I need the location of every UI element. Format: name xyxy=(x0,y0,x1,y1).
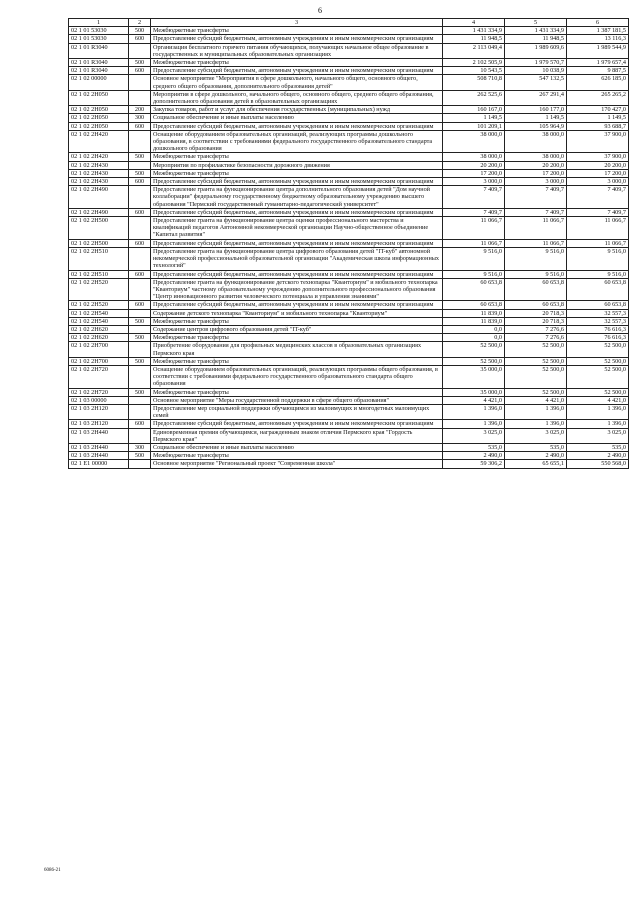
row-value-2: 535,0 xyxy=(505,443,567,451)
table-row xyxy=(69,161,629,169)
row-code: 02 1 01 53030 xyxy=(69,27,129,35)
row-description: Предоставление субсидий бюджетным, автономным учреждениям и иным некоммерческим организациям xyxy=(151,178,443,186)
row-value-2: 1 431 334,9 xyxy=(505,27,567,35)
row-value-3: 2 490,0 xyxy=(567,452,629,460)
document-code: 6086-21 xyxy=(44,868,61,873)
row-description: Мероприятия в сфере дошкольного, начального общего, основного общего, среднего общего образования, дополнительного образования детей в образовательных организациях xyxy=(151,90,443,105)
row-description: Предоставление гранта на функционирование центра дополнительного образования детей "Дом научной коллаборации" федеральному государственному бюджетному образовательному учреждению высшего образования "Пермский государственный гуманитарно-педагогический университет" xyxy=(151,186,443,209)
table-row xyxy=(69,130,629,153)
row-value-1: 11 839,0 xyxy=(443,309,505,317)
row-code: 02 1 02 2Н700 xyxy=(69,357,129,365)
row-code: 02 1 03 2Н440 xyxy=(69,443,129,451)
table-row xyxy=(69,114,629,122)
row-expense-type: 500 xyxy=(129,59,151,67)
row-value-3: 535,0 xyxy=(567,443,629,451)
row-value-2: 1 396,0 xyxy=(505,420,567,428)
row-value-2: 20 200,0 xyxy=(505,161,567,169)
row-value-3: 1 989 544,9 xyxy=(567,43,629,58)
row-value-1: 1 396,0 xyxy=(443,404,505,419)
row-value-2: 1 979 570,7 xyxy=(505,59,567,67)
row-expense-type: 600 xyxy=(129,67,151,75)
row-code: 02 1 01 53030 xyxy=(69,35,129,43)
row-value-2: 52 500,0 xyxy=(505,388,567,396)
table-row xyxy=(69,247,629,270)
column-header: 4 xyxy=(443,19,505,27)
table-row xyxy=(69,90,629,105)
row-value-1: 35 000,0 xyxy=(443,365,505,388)
row-value-1: 60 653,8 xyxy=(443,301,505,309)
row-code: 02 1 02 2Н430 xyxy=(69,178,129,186)
table-row xyxy=(69,342,629,357)
row-description: Основное мероприятие "Меры государственной поддержки в сфере общего образования" xyxy=(151,396,443,404)
row-value-3: 550 568,0 xyxy=(567,460,629,468)
row-value-2: 38 000,0 xyxy=(505,153,567,161)
row-code: 02 1 02 2Н500 xyxy=(69,239,129,247)
row-value-3: 1 979 657,4 xyxy=(567,59,629,67)
table-row xyxy=(69,357,629,365)
row-expense-type xyxy=(129,90,151,105)
table-row xyxy=(69,420,629,428)
row-description: Межбюджетные трансферты xyxy=(151,452,443,460)
row-description: Содержание центров цифрового образования детей "IT-куб" xyxy=(151,325,443,333)
row-value-3: 52 500,0 xyxy=(567,365,629,388)
table-row xyxy=(69,43,629,58)
table-header-row xyxy=(69,19,629,27)
row-description: Оснащение оборудованием образовательных организаций, реализующих программы дошкольного образования, в соответствии с требованиями федерального государственного образовательного стандарта дошкольного образования xyxy=(151,130,443,153)
row-code: 02 1 02 2Н510 xyxy=(69,247,129,270)
row-expense-type xyxy=(129,396,151,404)
table-row xyxy=(69,365,629,388)
page-number: 6 xyxy=(318,6,322,15)
table-row xyxy=(69,278,629,301)
row-code: 02 1 02 2Н620 xyxy=(69,334,129,342)
table-row xyxy=(69,317,629,325)
row-expense-type: 600 xyxy=(129,270,151,278)
row-value-1: 2 113 049,4 xyxy=(443,43,505,58)
row-expense-type xyxy=(129,365,151,388)
row-expense-type: 600 xyxy=(129,178,151,186)
table-body xyxy=(69,27,629,468)
row-expense-type: 300 xyxy=(129,114,151,122)
row-value-3: 93 688,7 xyxy=(567,122,629,130)
row-value-3: 1 387 181,5 xyxy=(567,27,629,35)
row-value-1: 11 948,5 xyxy=(443,35,505,43)
row-expense-type: 200 xyxy=(129,106,151,114)
row-value-3: 1 396,0 xyxy=(567,404,629,419)
row-expense-type xyxy=(129,404,151,419)
row-value-2: 9 516,0 xyxy=(505,270,567,278)
row-value-2: 11 066,7 xyxy=(505,239,567,247)
row-description: Межбюджетные трансферты xyxy=(151,334,443,342)
row-description: Межбюджетные трансферты xyxy=(151,27,443,35)
row-description: Межбюджетные трансферты xyxy=(151,59,443,67)
row-value-3: 20 200,0 xyxy=(567,161,629,169)
table-row xyxy=(69,169,629,177)
row-value-2: 1 149,5 xyxy=(505,114,567,122)
row-value-1: 60 653,8 xyxy=(443,278,505,301)
row-value-1: 535,0 xyxy=(443,443,505,451)
row-expense-type xyxy=(129,217,151,240)
row-value-2: 17 200,0 xyxy=(505,169,567,177)
row-value-1: 9 516,0 xyxy=(443,247,505,270)
row-value-2: 11 066,7 xyxy=(505,217,567,240)
row-description: Организация бесплатного горячего питания обучающихся, получающих начальное общее образование в государственных и муниципальных образовательных организациях xyxy=(151,43,443,58)
row-value-2: 9 516,0 xyxy=(505,247,567,270)
row-value-1: 20 200,0 xyxy=(443,161,505,169)
row-value-1: 52 500,0 xyxy=(443,342,505,357)
row-value-2: 60 653,8 xyxy=(505,301,567,309)
row-value-3: 7 409,7 xyxy=(567,186,629,209)
row-expense-type xyxy=(129,247,151,270)
row-value-2: 60 653,8 xyxy=(505,278,567,301)
row-value-1: 0,0 xyxy=(443,325,505,333)
table-row xyxy=(69,178,629,186)
table-row xyxy=(69,443,629,451)
row-value-2: 1 989 609,6 xyxy=(505,43,567,58)
row-expense-type xyxy=(129,130,151,153)
row-value-3: 1 396,0 xyxy=(567,420,629,428)
row-value-3: 7 409,7 xyxy=(567,208,629,216)
row-value-1: 7 409,7 xyxy=(443,208,505,216)
row-code: 02 1 02 2Н050 xyxy=(69,122,129,130)
row-expense-type: 600 xyxy=(129,122,151,130)
row-description: Предоставление субсидий бюджетным, автономным учреждениям и иным некоммерческим организациям xyxy=(151,270,443,278)
row-description: Приобретение оборудования для профильных медицинских классов в образовательных организациях Пермского края xyxy=(151,342,443,357)
row-code: 02 1 02 2Н430 xyxy=(69,169,129,177)
row-description: Содержание детского технопарка "Кванториум" и мобильного технопарка "Кванториум" xyxy=(151,309,443,317)
row-description: Предоставление гранта на функционирование центра оценки профессионального мастерства и квалификаций педагогов Автономной некоммерческой организации Научно-общественное объединение "Капитал развития" xyxy=(151,217,443,240)
row-description: Межбюджетные трансферты xyxy=(151,357,443,365)
row-value-2: 38 000,0 xyxy=(505,130,567,153)
row-description: Предоставление субсидий бюджетным, автономным учреждениям и иным некоммерческим организациям xyxy=(151,301,443,309)
row-value-2: 7 276,6 xyxy=(505,334,567,342)
row-value-2: 20 718,3 xyxy=(505,309,567,317)
row-value-2: 4 421,0 xyxy=(505,396,567,404)
row-value-1: 35 000,0 xyxy=(443,388,505,396)
row-description: Предоставление мер социальной поддержки обучающимся из малоимущих и многодетных малоимущих семей xyxy=(151,404,443,419)
row-description: Единовременная премия обучающимся, награжденным знаком отличия Пермского края "Гордость Пермского края" xyxy=(151,428,443,443)
row-expense-type: 300 xyxy=(129,443,151,451)
row-value-2: 52 500,0 xyxy=(505,342,567,357)
row-value-3: 1 149,5 xyxy=(567,114,629,122)
row-description: Предоставление субсидий бюджетным, автономным учреждениям и иным некоммерческим организациям xyxy=(151,122,443,130)
row-code: 02 1 02 2Н050 xyxy=(69,114,129,122)
row-code: 02 1 02 2Н520 xyxy=(69,301,129,309)
table-row xyxy=(69,452,629,460)
table-row xyxy=(69,67,629,75)
row-value-1: 1 396,0 xyxy=(443,420,505,428)
row-value-2: 547 132,5 xyxy=(505,75,567,90)
row-expense-type: 500 xyxy=(129,317,151,325)
table-row xyxy=(69,428,629,443)
row-description: Предоставление субсидий бюджетным, автономным учреждениям и иным некоммерческим организациям xyxy=(151,239,443,247)
row-code: 02 1 02 2Н540 xyxy=(69,309,129,317)
row-description: Предоставление субсидий бюджетным, автономным учреждениям и иным некоммерческим организациям xyxy=(151,208,443,216)
row-expense-type: 600 xyxy=(129,420,151,428)
row-description: Межбюджетные трансферты xyxy=(151,388,443,396)
row-description: Закупка товаров, работ и услуг для обеспечения государственных (муниципальных) нужд xyxy=(151,106,443,114)
row-value-1: 2 102 505,9 xyxy=(443,59,505,67)
column-header: 6 xyxy=(567,19,629,27)
table-row xyxy=(69,208,629,216)
row-expense-type xyxy=(129,342,151,357)
table-row xyxy=(69,27,629,35)
row-code: 02 1 02 2Н420 xyxy=(69,130,129,153)
row-value-1: 262 525,6 xyxy=(443,90,505,105)
row-value-1: 160 167,0 xyxy=(443,106,505,114)
row-code: 02 1 02 2Н720 xyxy=(69,365,129,388)
row-value-1: 11 839,0 xyxy=(443,317,505,325)
row-value-3: 9 887,5 xyxy=(567,67,629,75)
row-code: 02 1 02 00000 xyxy=(69,75,129,90)
row-expense-type: 500 xyxy=(129,27,151,35)
row-code: 02 1 02 2Н720 xyxy=(69,388,129,396)
row-value-3: 60 653,8 xyxy=(567,278,629,301)
row-description: Мероприятия по профилактике безопасности дорожного движения xyxy=(151,161,443,169)
row-expense-type xyxy=(129,161,151,169)
row-expense-type: 500 xyxy=(129,169,151,177)
row-value-2: 65 655,1 xyxy=(505,460,567,468)
table-row xyxy=(69,404,629,419)
row-value-1: 1 431 334,9 xyxy=(443,27,505,35)
row-code: 02 1 02 2Н540 xyxy=(69,317,129,325)
row-description: Предоставление субсидий бюджетным, автономным учреждениям и иным некоммерческим организациям xyxy=(151,35,443,43)
row-code: 02 1 02 2Н510 xyxy=(69,270,129,278)
row-value-3: 52 500,0 xyxy=(567,342,629,357)
row-value-3: 37 900,0 xyxy=(567,130,629,153)
row-expense-type: 600 xyxy=(129,208,151,216)
row-value-3: 3 025,0 xyxy=(567,428,629,443)
budget-table xyxy=(68,18,629,469)
table-row xyxy=(69,396,629,404)
row-value-3: 32 557,3 xyxy=(567,317,629,325)
column-header: 3 xyxy=(151,19,443,27)
table-row xyxy=(69,59,629,67)
row-code: 02 1 Е1 00000 xyxy=(69,460,129,468)
row-value-3: 9 516,0 xyxy=(567,247,629,270)
row-description: Предоставление гранта на функционирование детского технопарка "Кванториум" и мобильного технопарка "Кванториум" частному образовательному учреждению дополнительного профессионального образования "Центр инновационного развития человеческого потенциала и управления знаниями" xyxy=(151,278,443,301)
row-value-3: 60 653,8 xyxy=(567,301,629,309)
row-value-1: 2 490,0 xyxy=(443,452,505,460)
row-value-3: 37 900,0 xyxy=(567,153,629,161)
row-description: Межбюджетные трансферты xyxy=(151,153,443,161)
row-description: Социальное обеспечение и иные выплаты населению xyxy=(151,443,443,451)
row-value-2: 52 500,0 xyxy=(505,365,567,388)
row-expense-type: 500 xyxy=(129,334,151,342)
table-row xyxy=(69,75,629,90)
row-expense-type xyxy=(129,325,151,333)
row-value-1: 3 000,0 xyxy=(443,178,505,186)
row-value-3: 52 500,0 xyxy=(567,388,629,396)
row-value-2: 105 964,9 xyxy=(505,122,567,130)
column-header: 1 xyxy=(69,19,129,27)
row-description: Предоставление субсидий бюджетным, автономным учреждениям и иным некоммерческим организациям xyxy=(151,67,443,75)
row-value-2: 3 000,0 xyxy=(505,178,567,186)
row-description: Межбюджетные трансферты xyxy=(151,169,443,177)
row-value-3: 76 616,3 xyxy=(567,325,629,333)
row-value-3: 13 116,3 xyxy=(567,35,629,43)
row-value-2: 2 490,0 xyxy=(505,452,567,460)
row-expense-type xyxy=(129,43,151,58)
table-row xyxy=(69,460,629,468)
row-code: 02 1 02 2Н050 xyxy=(69,90,129,105)
row-value-2: 11 948,5 xyxy=(505,35,567,43)
table-row xyxy=(69,35,629,43)
row-description: Межбюджетные трансферты xyxy=(151,317,443,325)
row-value-3: 52 500,0 xyxy=(567,357,629,365)
row-value-2: 1 396,0 xyxy=(505,404,567,419)
row-value-1: 10 543,5 xyxy=(443,67,505,75)
row-value-1: 38 000,0 xyxy=(443,130,505,153)
row-code: 02 1 01 R3040 xyxy=(69,43,129,58)
row-value-3: 265 265,2 xyxy=(567,90,629,105)
row-value-1: 38 000,0 xyxy=(443,153,505,161)
row-expense-type: 600 xyxy=(129,301,151,309)
row-value-3: 170 427,0 xyxy=(567,106,629,114)
table-row xyxy=(69,106,629,114)
row-description: Основное мероприятие "Региональный проект "Современная школа" xyxy=(151,460,443,468)
table-row xyxy=(69,301,629,309)
table-row xyxy=(69,334,629,342)
row-code: 02 1 03 00000 xyxy=(69,396,129,404)
row-value-2: 10 038,9 xyxy=(505,67,567,75)
row-value-1: 11 066,7 xyxy=(443,217,505,240)
row-code: 02 1 01 R3040 xyxy=(69,67,129,75)
row-description: Оснащение оборудованием образовательных организаций, реализующих программы общего образования, в соответствии с требованиями федерального государственного образовательного стандарта общего образования xyxy=(151,365,443,388)
row-value-1: 11 066,7 xyxy=(443,239,505,247)
row-code: 02 1 03 2Н440 xyxy=(69,428,129,443)
row-code: 02 1 02 2Н490 xyxy=(69,186,129,209)
row-expense-type xyxy=(129,309,151,317)
row-value-3: 4 421,0 xyxy=(567,396,629,404)
row-code: 02 1 02 2Н620 xyxy=(69,325,129,333)
row-code: 02 1 02 2Н050 xyxy=(69,106,129,114)
row-value-2: 7 409,7 xyxy=(505,208,567,216)
row-value-1: 508 710,8 xyxy=(443,75,505,90)
row-description: Основное мероприятие "Мероприятия в сфере дошкольного, начального общего, основного общего, среднего общего образования, дополнительного образования детей" xyxy=(151,75,443,90)
row-expense-type xyxy=(129,186,151,209)
table-row xyxy=(69,388,629,396)
row-code: 02 1 02 2Н500 xyxy=(69,217,129,240)
row-value-1: 0,0 xyxy=(443,334,505,342)
row-value-2: 52 500,0 xyxy=(505,357,567,365)
table-row xyxy=(69,186,629,209)
row-value-3: 3 000,0 xyxy=(567,178,629,186)
row-value-2: 3 025,0 xyxy=(505,428,567,443)
row-expense-type: 500 xyxy=(129,388,151,396)
row-expense-type xyxy=(129,278,151,301)
row-value-3: 76 616,3 xyxy=(567,334,629,342)
table-row xyxy=(69,325,629,333)
row-value-3: 32 557,3 xyxy=(567,309,629,317)
row-description: Социальное обеспечение и иные выплаты населению xyxy=(151,114,443,122)
row-expense-type xyxy=(129,460,151,468)
row-value-1: 4 421,0 xyxy=(443,396,505,404)
row-value-2: 7 409,7 xyxy=(505,186,567,209)
row-expense-type: 500 xyxy=(129,153,151,161)
column-header: 5 xyxy=(505,19,567,27)
row-expense-type: 600 xyxy=(129,239,151,247)
row-value-3: 626 185,0 xyxy=(567,75,629,90)
row-value-1: 59 306,2 xyxy=(443,460,505,468)
row-value-2: 160 177,0 xyxy=(505,106,567,114)
table-row xyxy=(69,270,629,278)
row-expense-type: 500 xyxy=(129,357,151,365)
row-code: 02 1 02 2Н420 xyxy=(69,153,129,161)
row-value-2: 267 291,4 xyxy=(505,90,567,105)
column-header: 2 xyxy=(129,19,151,27)
row-code: 02 1 03 2Н440 xyxy=(69,452,129,460)
row-code: 02 1 03 2Н120 xyxy=(69,420,129,428)
table-row xyxy=(69,217,629,240)
row-description: Предоставление гранта на функционирование центра цифрового образования детей "IT-куб" автономной некоммерческой профессиональной образовательной организации "Академическая школа информационных технологий" xyxy=(151,247,443,270)
row-value-1: 1 149,5 xyxy=(443,114,505,122)
table-row xyxy=(69,122,629,130)
table-row xyxy=(69,239,629,247)
row-code: 02 1 02 2Н520 xyxy=(69,278,129,301)
row-value-3: 11 066,7 xyxy=(567,239,629,247)
row-value-1: 9 516,0 xyxy=(443,270,505,278)
row-value-2: 7 276,6 xyxy=(505,325,567,333)
row-value-1: 17 200,0 xyxy=(443,169,505,177)
table-row xyxy=(69,309,629,317)
row-value-3: 9 516,0 xyxy=(567,270,629,278)
row-code: 02 1 01 R3040 xyxy=(69,59,129,67)
row-value-2: 20 718,3 xyxy=(505,317,567,325)
row-value-3: 17 200,0 xyxy=(567,169,629,177)
row-value-3: 11 066,7 xyxy=(567,217,629,240)
row-description: Предоставление субсидий бюджетным, автономным учреждениям и иным некоммерческим организациям xyxy=(151,420,443,428)
table-row xyxy=(69,153,629,161)
row-value-1: 7 409,7 xyxy=(443,186,505,209)
row-expense-type xyxy=(129,428,151,443)
row-expense-type: 600 xyxy=(129,35,151,43)
row-code: 02 1 03 2Н120 xyxy=(69,404,129,419)
row-code: 02 1 02 2Н490 xyxy=(69,208,129,216)
row-value-1: 3 025,0 xyxy=(443,428,505,443)
row-code: 02 1 02 2Н430 xyxy=(69,161,129,169)
row-value-1: 101 209,1 xyxy=(443,122,505,130)
row-code: 02 1 02 2Н700 xyxy=(69,342,129,357)
row-expense-type xyxy=(129,75,151,90)
row-expense-type: 500 xyxy=(129,452,151,460)
row-value-1: 52 500,0 xyxy=(443,357,505,365)
